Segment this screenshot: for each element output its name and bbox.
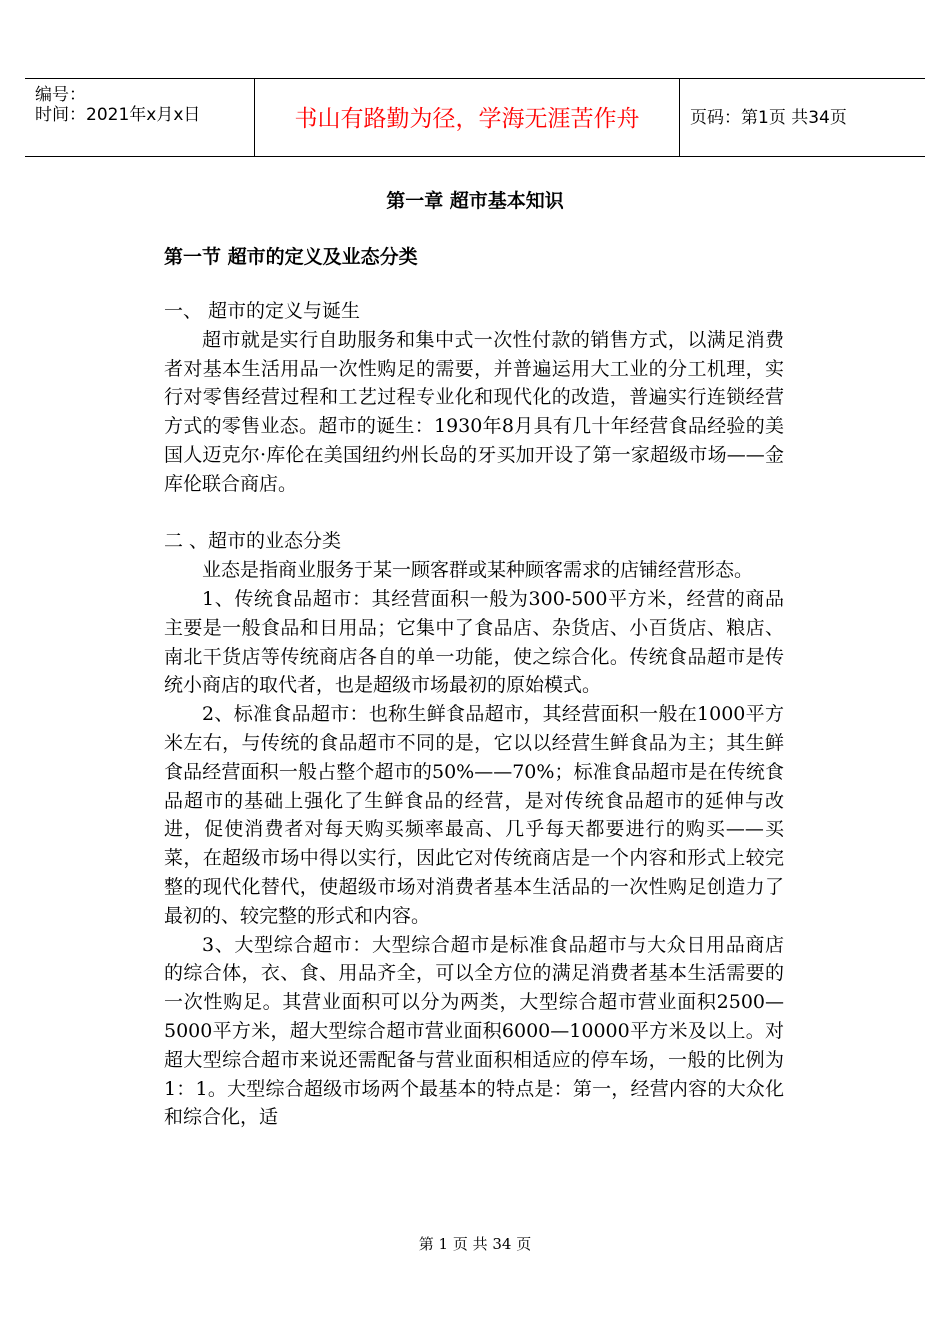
paragraph-spacer — [164, 499, 784, 528]
document-time-label: 时间：2021年x月x日 — [35, 105, 201, 125]
header-right-cell — [680, 79, 925, 156]
document-number-label: 编号： — [35, 85, 86, 105]
paragraph-traditional-supermarket: 1、传统食品超市：其经营面积一般为300-500平方米，经营的商品主要是一般食品和日用品；它集中了食品店、杂货店、小百货店、粮店、南北干货店等传统商店各自的单一功能，使之综合化。传统食品超市是传统小商店的取代者，也是超级市场最初的原始模式。 — [164, 587, 784, 697]
header-motto: 书山有路勤为径，学海无涯苦作舟 — [294, 106, 640, 132]
chapter-title: 第一章 超市基本知识 — [386, 190, 564, 212]
subheading-classification: 二 、超市的业态分类 — [164, 530, 342, 553]
section-title: 第一节 超市的定义及业态分类 — [164, 246, 418, 268]
header-left-cell — [25, 79, 255, 156]
paragraph-hypermarket: 3、大型综合超市：大型综合超市是标准食品超市与大众日用品商店的综合体，衣、食、用品齐全，可以全方位的满足消费者基本生活需要的一次性购足。其营业面积可以分为两类，大型综合超市营业面积2500—5000平方米，超大型综合超市营业面积6000—10000平方米及以上。对超大型综合超市来说还需配备与营业面积相适应的停车场，一般的比例为1：1。大型综合超级市场两个最基本的特点是：第一，经营内容的大众化和综合化，适 — [164, 933, 784, 1129]
page-header — [25, 78, 925, 157]
page-footer: 第 1 页 共 34 页 — [418, 1235, 532, 1253]
paragraph-standard-supermarket: 2、标准食品超市：也称生鲜食品超市，其经营面积一般在1000平方米左右，与传统的食品超市不同的是，它以以经营生鲜食品为主；其生鲜食品经营面积一般占整个超市的50%——70%；标准食品超市是在传统食品超市的基础上强化了生鲜食品的经营，是对传统食品超市的延伸与改进，促使消费者对每天购买频率最高、几乎每天都要进行的购买——买菜，在超级市场中得以实行，因此它对传统商店是一个内容和形式上较完整的现代化替代，使超级市场对消费者基本生活品的一次性购足创造力了最初的、较完整的形式和内容。 — [164, 703, 784, 927]
subheading-definition: 一、 超市的定义与诞生 — [164, 300, 361, 322]
header-middle-cell — [255, 79, 680, 156]
document-body — [164, 297, 784, 1132]
header-page-label: 页码：第1页 共34页 — [690, 108, 847, 128]
paragraph-format-definition: 业态是指商业服务于某一顾客群或某种顾客需求的店铺经营形态。 — [202, 559, 754, 582]
paragraph-definition: 超市就是实行自助服务和集中式一次性付款的销售方式，以满足消费者对基本生活用品一次性购足的需要，并普遍运用大工业的分工机理，实行对零售经营过程和工艺过程专业化和现代化的改造，普遍实行连锁经营方式的零售业态。超市的诞生：1930年8月具有几十年经营食品经验的美国人迈克尔·库伦在美国纽约州长岛的牙买加开设了第一家超级市场——金库伦联合商店。 — [164, 328, 784, 495]
